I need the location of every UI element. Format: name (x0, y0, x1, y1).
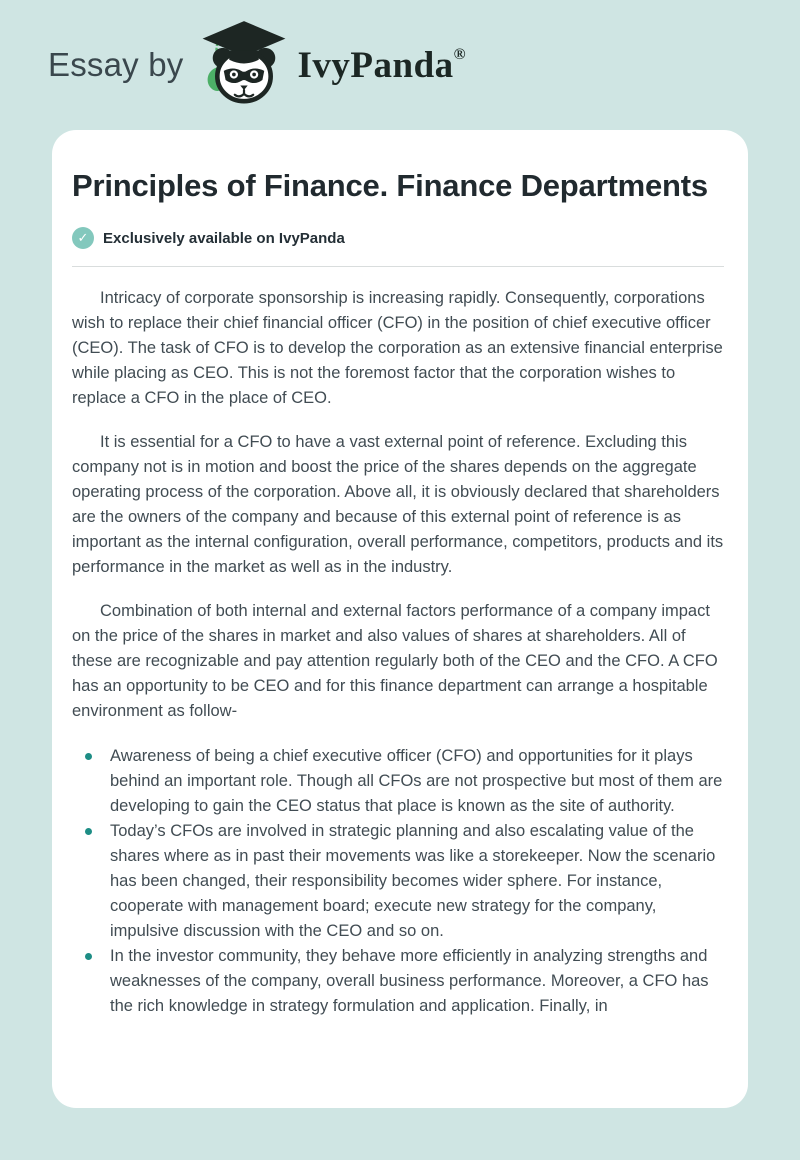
list-item: Awareness of being a chief executive officer (CFO) and opportunities for it plays behind an important role. Though all CFOs are not prospective but most of them are developing to gain the CEO status that place is known as the site of authority. (72, 744, 724, 819)
paragraph: Combination of both internal and external factors performance of a company impact on the price of the shares in market and also values of shares at shareholders. All of these are recognizable and pay attention regularly both of the CEO and the CFO. A CFO has an opportunity to be CEO and for this finance department can arrange a hospitable environment as follow- (72, 602, 718, 720)
list-item: Today’s CFOs are involved in strategic planning and also escalating value of the shares where as in past their movements was like a storekeeper. Now the scenario has been changed, their responsibility becomes wider sphere. For instance, cooperate with management board; execute new strategy for the company, impulsive discussion with the CEO and so on. (72, 819, 724, 944)
exclusive-badge (72, 227, 724, 249)
paragraph: Intricacy of corporate sponsorship is increasing rapidly. Consequently, corporations wish to replace their chief financial officer (CFO) in the position of chief executive officer (CEO). The task of CFO is to develop the corporation as an extensive financial enterprise while placing as CEO. This is not the foremost factor that the corporation wishes to replace a CFO in the place of CEO. (72, 289, 723, 407)
registered-mark: ® (453, 45, 467, 63)
divider (72, 266, 724, 267)
exclusive-badge-label: Exclusively available on IvyPanda (103, 229, 345, 247)
essay-by-label: Essay by (48, 46, 184, 83)
essay-body (72, 286, 724, 1019)
list-item: In the investor community, they behave more efficiently in analyzing strengths and weaknesses of the company, overall business performance. Moreover, a CFO has the rich knowledge in strategy formulation and application. Finally, in (72, 944, 724, 1019)
bullet-list (72, 744, 724, 1019)
essay-card (52, 130, 748, 1108)
site-header (0, 0, 800, 130)
essay-title: Principles of Finance. Finance Departments (72, 168, 708, 203)
check-icon: ✓ (72, 227, 94, 249)
brand-name: IvyPanda® (297, 44, 467, 86)
paragraph: It is essential for a CFO to have a vast external point of reference. Excluding this company not is in motion and boost the price of the shares depends on the aggregate operating process of the corporation. Above all, it is obviously declared that shareholders are the owners of the company and because of this external point of reference is as important as the internal configuration, overall performance, competitors, products and its performance in the market as well as in the industry. (72, 433, 724, 576)
panda-graduate-icon (198, 19, 290, 112)
ivypanda-logo[interactable] (198, 19, 467, 112)
